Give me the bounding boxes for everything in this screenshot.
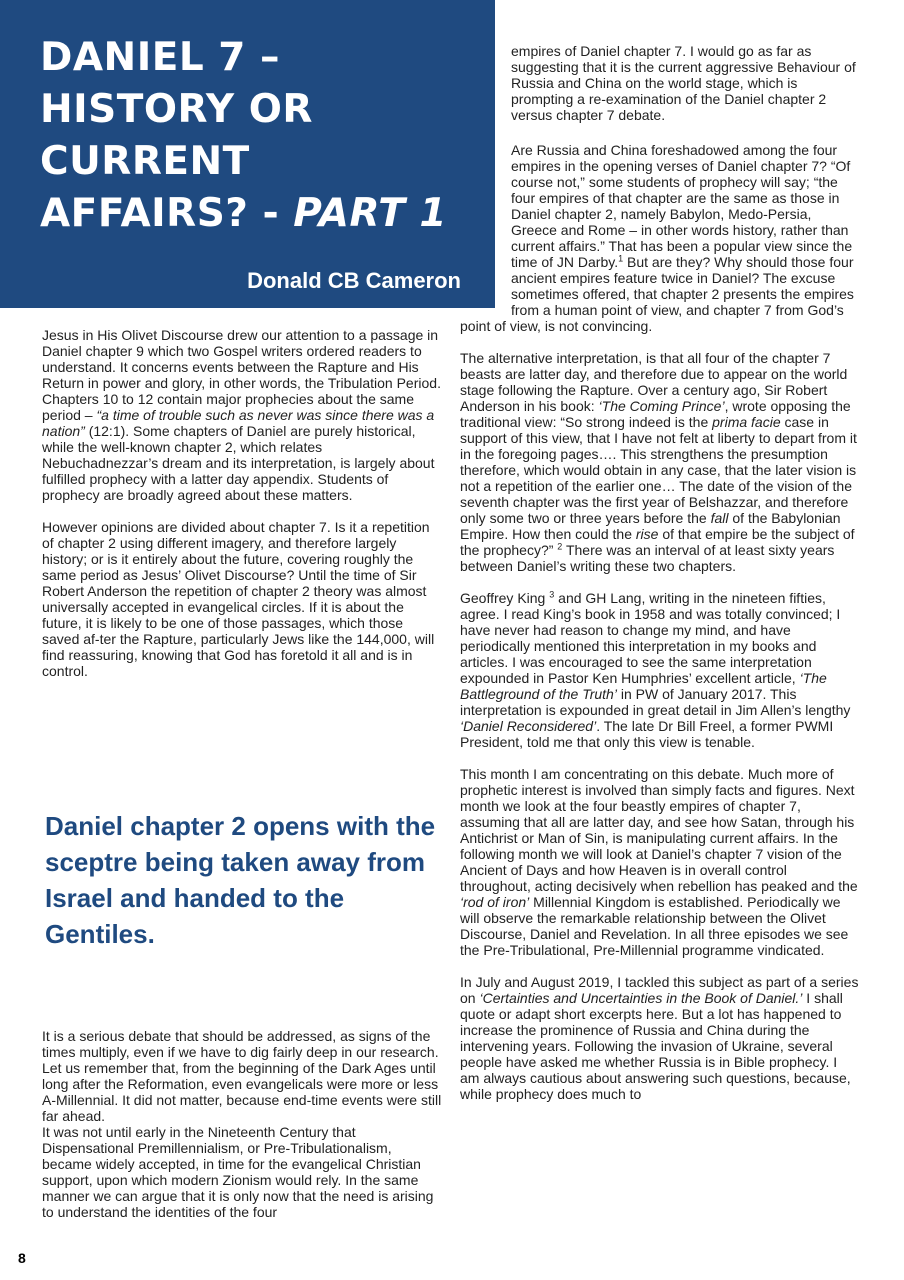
italic-term: ‘rod of iron’: [460, 894, 530, 910]
title-line-1: DANIEL 7 –: [40, 35, 280, 80]
book-title: ‘Daniel Reconsidered’: [460, 718, 597, 734]
text-run: Geoffrey King: [460, 590, 550, 606]
text-run: This month I am concentrating on this debate. Much more of prophetic interest is involved than simply facts and figures. Next month we look at the four beastly empires of chapter 7, assuming that all are latter day, and see how Satan, through his Antichrist or Man of Sin, is manipulating current affairs. In the following month we will look at Daniel’s chapter 7 vision of the Ancient of Days and how Heaven is in overall control throughout, acting decisively when rebellion has peaked and the: [460, 766, 858, 894]
text-run: But are they? Why should those four ancient empires feature twice in Daniel? The excuse sometimes offered, that chapter 2 presents the empires from a human point of view, and chapter 7 from God’s point of view, is not convincing.: [460, 254, 854, 334]
text-run: . The late Dr Bill Freel, a former PWMI President, told me that only this view is tenable.: [460, 718, 834, 750]
pull-quote: Daniel chapter 2 opens with the sceptre being taken away from Israel and handed to the Gentiles.: [45, 811, 436, 949]
header-wrap-spacer: [460, 142, 511, 318]
text-run: I shall quote or adapt short excerpts here. But a lot has happened to increase the prominence of Russia and China during the intervening years. Following the invasion of Ukraine, several people have asked me whether Russia is in Bible prophecy. I am always cautious about answering such questions, because, while prophecy does much to: [460, 990, 851, 1102]
page-number: 8: [18, 1250, 26, 1266]
right-paragraph-3: [460, 350, 860, 574]
right-column-main: [460, 142, 860, 1118]
right-column-top: [511, 43, 856, 139]
left-paragraph-1: [42, 327, 442, 503]
text-run: and GH Lang, writing in the nineteen fifties, agree. I read King’s book in 1958 and was totally convinced; I have never had reason to change my mind, and have periodically mentioned this interpretation in my books and articles. I was encouraged to see the same interpretation expounded in Pastor Ken Humphries’ excellent article,: [460, 590, 841, 686]
text-run: Millennial Kingdom is established. Periodically we will observe the remarkable relationship between the Olivet Discourse, Daniel and Revelation. In all three episodes we see the Pre-Tribulational, Pre-Millennial programme vindicated.: [460, 894, 849, 958]
text-run: of that empire be the subject of the prophecy?”: [460, 526, 855, 558]
right-paragraph-1: empires of Daniel chapter 7. I would go as far as suggesting that it is the current aggressive Behaviour of Russia and China on the world stage, which is prompting a re-examination of the Daniel chapter 2 versus chapter 7 debate.: [511, 43, 856, 123]
title-line-2: HISTORY OR: [40, 87, 313, 132]
title-line-3: CURRENT: [40, 139, 250, 184]
footnote-ref-3: 3: [549, 589, 555, 600]
text-run: Are Russia and China foreshadowed among the four empires in the opening verses of Daniel chapter 7? “Of course not,” some students of prophecy will say; “the four empires of that chapter are the same as those in Daniel chapter 2, namely Babylon, Medo-Persia, Greece and Rome – in other words history, rather than current affairs.” That has been a popular view since the time of JN Darby.: [511, 142, 853, 270]
text-run: (12:1). Some chapters of Daniel are purely historical, while the well-known chapter 2, which relates Nebuchadnezzar’s dream and its interpretation, is largely about fulfilled prophecy with a latter day appendix. Students of prophecy are broadly agreed about these matters.: [42, 423, 435, 503]
right-paragraph-2: [460, 142, 860, 334]
text-run: The alternative interpretation, is that all four of the chapter 7 beasts are latter day, and therefore due to appear on the world stage following the Rapture. Over a century ago, Sir Robert Anderson in his book:: [460, 350, 848, 414]
right-paragraph-4: [460, 590, 860, 750]
text-run: There was an interval of at least sixty years between Daniel’s writing these two chapters.: [460, 542, 835, 574]
italic-term: prima facie: [712, 414, 781, 430]
title-banner: [0, 0, 495, 308]
right-paragraph-5: [460, 766, 860, 958]
italic-term: rise: [635, 526, 659, 542]
author-byline: Donald CB Cameron: [247, 268, 461, 293]
italic-term: fall: [710, 510, 729, 526]
text-run: In July and August 2019, I tackled this subject as part of a series on: [460, 974, 859, 1006]
article-title: [40, 32, 480, 240]
title-line-4: AFFAIRS? -: [40, 191, 294, 236]
text-run: in PW of January 2017. This interpretation is expounded in great detail in Jim Allen’s lengthy: [460, 686, 851, 718]
footnote-ref-1: 1: [618, 253, 624, 264]
left-paragraph-2: However opinions are divided about chapter 7. Is it a repetition of chapter 2 using different imagery, and therefore largely history; or is it entirely about the future, covering roughly the same period as Jesus’ Olivet Discourse? Until the time of Sir Robert Anderson the repetition of chapter 2 theory was almost universally accepted in evangelical circles. If it is about the future, it is likely to be one of those passages, which those saved af-ter the Rapture, particularly Jews like the 144,000, will find reassuring, knowing that God has foretold it all and is in control.: [42, 519, 435, 679]
title-part-label: PART 1: [293, 191, 448, 236]
left-column: [42, 327, 442, 695]
footnote-ref-2: 2: [557, 541, 563, 552]
text-run: of the Babylonian Empire. How then could the: [460, 510, 841, 542]
left-column-lower: [42, 1028, 442, 1220]
text-run: Jesus in His Olivet Discourse drew our attention to a passage in Daniel chapter 9 which two Gospel writers ordered readers to understand. It concerns events between the Rapture and His Return in power and glory, in other words, the Tribulation Period. Chapters 10 to 12 contain major prophecies about the same period –: [42, 327, 441, 423]
text-run: , wrote opposing the traditional view: “So strong indeed is the: [460, 398, 851, 430]
right-paragraph-6: [460, 974, 860, 1102]
text-run: case in support of this view, that I have not felt at liberty to depart from it in the foregoing pages…. This strengthens the presumption therefore, which would obtain in any case, that the later vision is not a repetition of the earlier one… The date of the vision of the seventh chapter was the first year of Belshazzar, and therefore only some two or three years before the: [460, 414, 857, 526]
book-title: ‘The Coming Prince’: [598, 398, 725, 414]
left-paragraph-4: It was not until early in the Nineteenth Century that Dispensational Premillennialism, or Pre-Tribulationalism, became widely accepted, in time for the evangelical Christian support, upon which modern Zionism would rely. In the same manner we can argue that it is only now that the need is arising to understand the identities of the four: [42, 1124, 434, 1220]
left-paragraph-3: It is a serious debate that should be addressed, as signs of the times multiply, even if we have to dig fairly deep in our research. Let us remember that, from the beginning of the Dark Ages until long after the Reformation, even evangelicals were more or less A-Millennial. It did not matter, because end-time events were still far ahead.: [42, 1028, 442, 1124]
quoted-verse: “a time of trouble such as never was since there was a nation”: [42, 407, 435, 439]
article-title-ref: ‘The Battleground of the Truth’: [460, 670, 827, 702]
series-title: ‘Certainties and Uncertainties in the Book of Daniel.’: [479, 990, 803, 1006]
